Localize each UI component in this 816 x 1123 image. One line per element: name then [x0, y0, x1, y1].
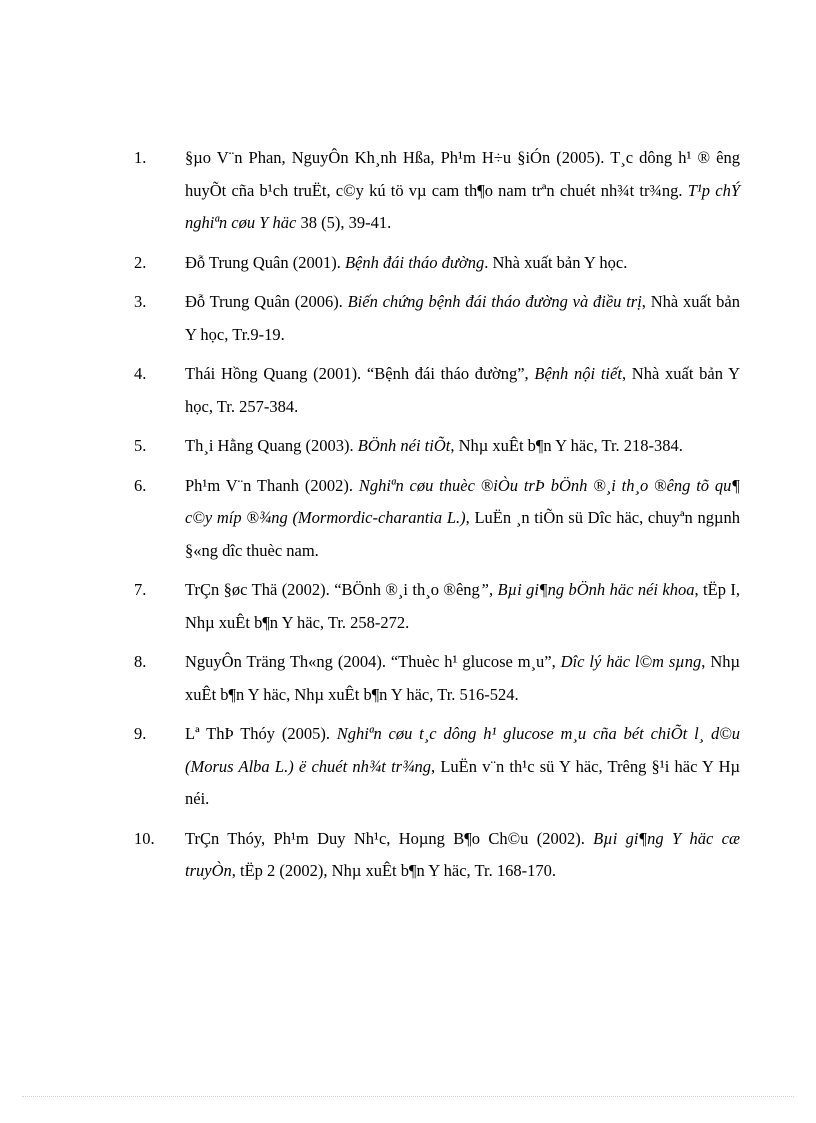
reference-text-italic: T¹p chÝ nghiªn cøu Y häc [185, 180, 741, 232]
reference-number: 5. [134, 436, 147, 455]
reference-item [134, 646, 740, 711]
reference-number: 10. [134, 828, 155, 848]
reference-text-italic: Bệnh nội tiết [534, 364, 622, 383]
reference-text-plain: , Nhà xuất bản Y học, Tr. 257-384. [185, 364, 740, 416]
reference-text-plain: , Nhµ xuÊt b¶n Y häc, Tr. 218-384. [450, 436, 683, 455]
reference-text-italic: Nghiªn cøu t¸c dông h¹ glucose m¸u cña bét chiÕt l¸ d©u (Morus Alba L.) ë chuét nh¾t tr¾ng [185, 724, 741, 776]
reference-text-italic: Biến chứng bệnh đái tháo đường và điều trị [347, 292, 642, 311]
reference-item [134, 247, 740, 280]
reference-list [134, 142, 740, 895]
reference-text-plain: , tËp I, Nhµ xuÊt b¶n Y häc, Tr. 258-272. [185, 580, 740, 632]
reference-text-italic: Bệnh đái tháo đường [344, 252, 485, 272]
reference-text-italic: Nghiªn cøu thuèc ®iÒu trÞ bÖnh ®¸i th¸o ®êng tõ qu¶ c©y míp ®¾ng (Mormordic-charantia L.) [185, 475, 740, 527]
reference-text-plain: Lª ThÞ Thóy (2005). [185, 724, 337, 743]
reference-text-plain: 38 (5), 39-41. [296, 213, 392, 232]
reference-text-plain: . Nhà xuất bản Y học. [484, 252, 628, 272]
reference-item [134, 286, 740, 351]
reference-item [134, 430, 740, 463]
reference-text-plain: §µo V¨n Phan, NguyÔn Kh¸nh Hßa, Ph¹m H÷u §iÓn (2005). T¸c dông h¹ ® êng huyÕt cña b¹ch truËt, c©y kú tö vµ cam th¶o nam trªn chuét nh¾t tr¾ng. [185, 148, 740, 200]
reference-item [134, 574, 740, 639]
reference-text-plain: Đỗ Trung Quân (2006). [185, 292, 348, 311]
reference-number: 6. [134, 475, 147, 495]
reference-text-plain: , LuËn v¨n th¹c sü Y häc, Trêng §¹i häc Y Hµ néi. [185, 756, 741, 808]
reference-text-plain: Ph¹m V¨n Thanh (2002). [185, 475, 359, 495]
reference-text-plain: NguyÔn Träng Th«ng (2004). “Thuèc h¹ glucose m¸u”, [185, 652, 561, 671]
reference-item [134, 358, 740, 423]
reference-number: 7. [134, 580, 147, 599]
reference-text-plain: Đỗ Trung Quân (2001). [185, 252, 345, 272]
reference-number: 2. [134, 252, 147, 272]
reference-text-plain: Thái Hồng Quang (2001). “Bệnh đái tháo đường”, [185, 364, 535, 383]
reference-text-plain: TrÇn Thóy, Ph¹m Duy Nh¹c, Hoµng B¶o Ch©u (2002). [185, 828, 594, 848]
page-bottom-divider [22, 1096, 794, 1097]
reference-item [134, 823, 740, 888]
reference-text-plain: , LuËn ¸n tiÕn sü Dîc häc, chuyªn ngµnh §«ng dîc thuèc nam. [185, 508, 740, 560]
reference-number: 3. [134, 292, 147, 311]
reference-text-italic: Bµi gi¶ng Y häc cæ truyÒn [185, 828, 741, 880]
reference-text-plain: , tËp 2 (2002), Nhµ xuÊt b¶n Y häc, Tr. 168-170. [231, 861, 556, 880]
reference-text-italic: Dîc lý häc l©m sµng [560, 652, 702, 671]
reference-item [134, 470, 740, 568]
reference-text-italic: ”, Bµi gi¶ng bÖnh häc néi khoa [479, 580, 695, 599]
reference-text-italic: BÖnh néi tiÕt [357, 436, 451, 455]
reference-text-plain: Th¸i Hằng Quang (2003). [185, 436, 358, 455]
reference-number: 8. [134, 652, 147, 671]
reference-item [134, 142, 740, 240]
reference-item [134, 718, 740, 816]
reference-number: 9. [134, 724, 147, 743]
reference-text-plain: TrÇn §øc Thä (2002). “BÖnh ®¸i th¸o ®êng [185, 580, 480, 599]
reference-number: 1. [134, 148, 147, 167]
reference-text-plain: , Nhà xuất bản Y học, Tr.9-19. [185, 292, 740, 344]
reference-number: 4. [134, 364, 147, 383]
reference-text-plain: , Nhµ xuÊt b¶n Y häc, Nhµ xuÊt b¶n Y häc, Tr. 516-524. [185, 652, 740, 704]
